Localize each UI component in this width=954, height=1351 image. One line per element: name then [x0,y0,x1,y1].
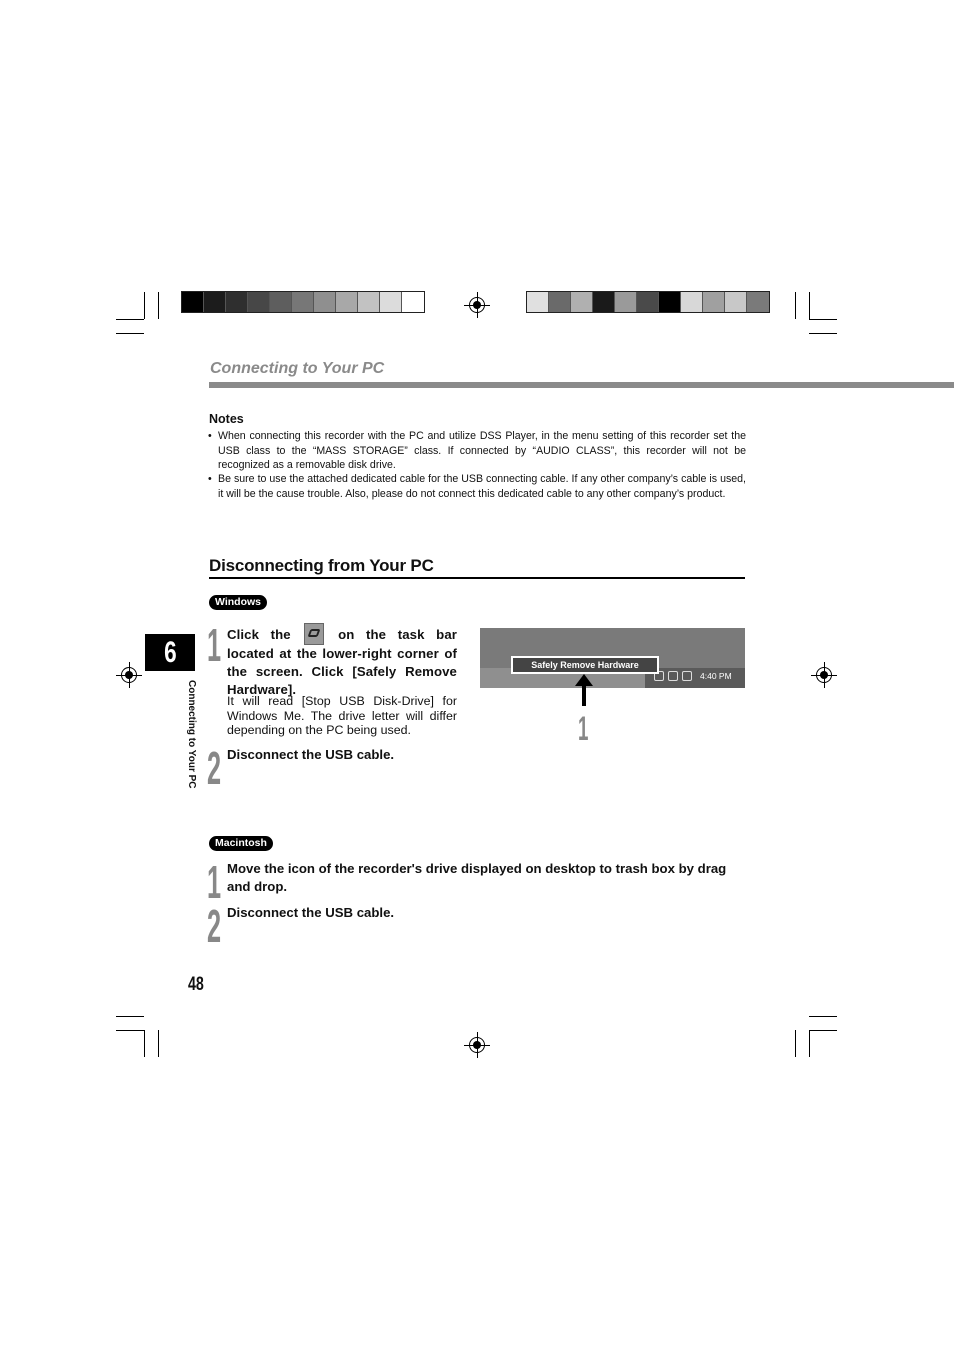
registration-mark-icon [816,667,832,683]
note-text: When connecting this recorder with the PC and utilize DSS Player, in the menu setting of this recorder set the USB class to the “MASS STORAGE” class. If connected by “AUDIO CLASS”, this recorder will not be recognized as a removable disk drive. [218,430,746,471]
color-swatch [725,292,747,312]
color-bar-left [181,291,425,313]
step-number: 1 [207,856,222,908]
tray-network-icon [682,671,692,681]
tray-hardware-icon [668,671,678,681]
bullet: • [208,473,212,485]
running-header: Connecting to Your PC [210,360,385,377]
step-number: 1 [207,619,222,671]
registration-mark-icon [121,667,137,683]
registration-mark-icon [469,1037,485,1053]
taskbar-screenshot [480,628,745,688]
color-swatch [615,292,637,312]
arrow-shaft [582,684,586,706]
color-swatch [270,292,292,312]
color-swatch [226,292,248,312]
color-swatch [549,292,571,312]
color-swatch [204,292,226,312]
crop-mark [809,333,837,334]
color-swatch [336,292,358,312]
chapter-side-label: Connecting to Your PC [186,680,197,789]
color-swatch [292,292,314,312]
color-swatch [380,292,402,312]
crop-mark [144,292,145,319]
crop-mark [116,333,144,334]
windows-step2-text: Disconnect the USB cable. [227,747,395,762]
crop-mark [809,292,810,319]
step-number: 2 [207,742,222,794]
step-text-part: Click the [227,627,291,642]
tray-clock: 4:40 PM [700,671,732,681]
crop-mark [158,1030,159,1057]
bullet: • [208,430,212,442]
windows-step1-text [227,623,457,699]
crop-mark [809,1030,810,1057]
color-bar-right [526,291,770,313]
windows-label: Windows [209,595,267,610]
safely-remove-hardware-popup: Safely Remove Hardware [511,656,659,674]
safely-remove-hardware-icon [304,623,324,645]
crop-mark [795,1030,796,1057]
callout-number-text: 1 [578,710,589,748]
notes-title: Notes [209,412,244,426]
color-swatch [659,292,681,312]
note-text: Be sure to use the attached dedicated cable for the USB connecting cable. If any other company’s cable is used, it will be the cause trouble. Also, please do not connect this dedicated cable to any other company’s product. [218,473,746,500]
chapter-number: 6 [163,636,177,669]
page-number [188,974,209,996]
registration-mark-icon [469,297,485,313]
color-swatch [571,292,593,312]
color-swatch [314,292,336,312]
crop-mark [116,1016,144,1017]
step-text-part: on the task bar located at the lower-right corner of the screen. Click [Safely Remove Hardware]. [227,627,458,697]
crop-mark [116,319,144,320]
macintosh-label: Macintosh [209,836,273,851]
color-swatch [637,292,659,312]
callout-number [578,712,597,746]
macintosh-step2-text: Disconnect the USB cable. [227,905,395,920]
color-swatch [747,292,769,312]
page-number-text: 48 [188,974,204,995]
note-item [208,429,746,473]
header-rule [209,382,954,388]
note-item [208,472,746,501]
crop-mark [795,292,796,319]
color-swatch [248,292,270,312]
crop-mark [809,1030,837,1031]
crop-mark [809,319,837,320]
section-rule [209,577,745,579]
chapter-tab [145,634,195,671]
windows-step1-sub: It will read [Stop USB Disk-Drive] for Windows Me. The drive letter will differ depending on the PC being used. [227,694,457,738]
color-swatch [593,292,615,312]
macintosh-step1-text: Move the icon of the recorder's drive displayed on desktop to trash box by drag and drop. [227,861,727,894]
crop-mark [809,1016,837,1017]
crop-mark [116,1030,144,1031]
crop-mark [144,1030,145,1057]
color-swatch [527,292,549,312]
color-swatch [681,292,703,312]
color-swatch [402,292,424,312]
color-swatch [703,292,725,312]
color-swatch [358,292,380,312]
crop-mark [158,292,159,319]
section-title: Disconnecting from Your PC [209,556,434,575]
step-number: 2 [207,900,222,952]
color-swatch [182,292,204,312]
